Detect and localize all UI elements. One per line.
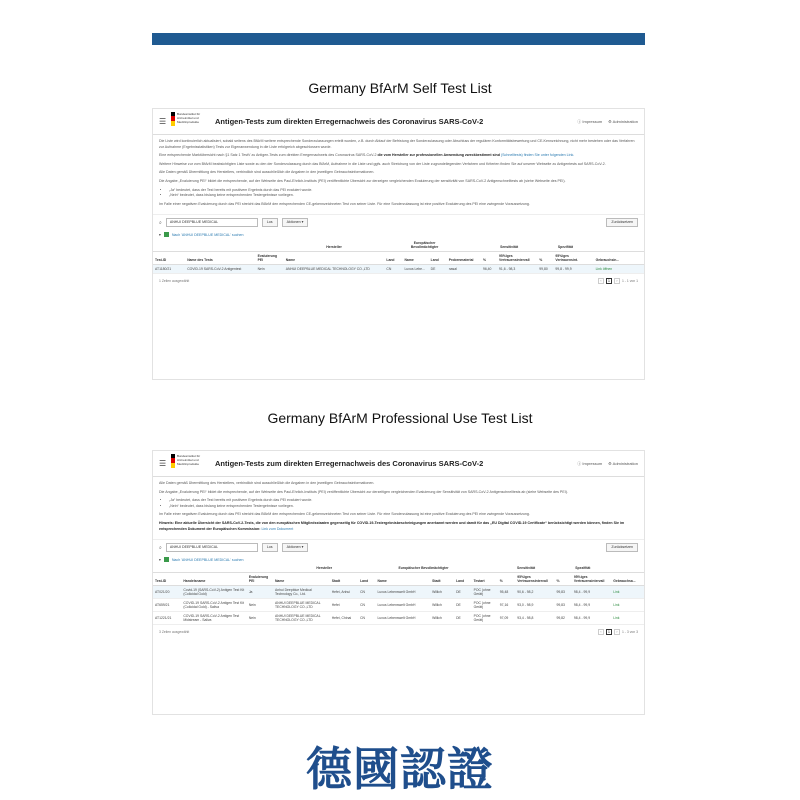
section-title-professional: Germany BfArM Professional Use Test List (267, 410, 533, 426)
logo-text: Bundesinstitut für Arzneimittel und Medizinprodukte (177, 453, 201, 466)
screenshot-self-test-list (152, 108, 645, 380)
table-cell: Hefei, Chinai (330, 612, 358, 625)
table-cell: 90,6 - 98,2 (515, 586, 554, 599)
table-cell: CN (358, 586, 375, 599)
report-toolbar (153, 539, 644, 555)
usage-link[interactable]: Link (611, 599, 644, 612)
group-header: Europäischer Bevollmächtigter (376, 564, 472, 573)
rows-selected: 3 Zeilen ausgewählt (159, 630, 190, 635)
table-cell: Nein (247, 599, 273, 612)
page-button[interactable]: 1 (606, 278, 612, 284)
table-cell: 99,82 (554, 612, 571, 625)
column-header[interactable]: Test-ID (153, 252, 185, 265)
page-title: Antigen-Tests zum direkten Erregernachweis des Coronavirus SARS-CoV-2 (215, 117, 484, 126)
group-header: Europäischer Bevollmächtigter (402, 239, 446, 252)
table-cell: Luxus Lebenswelt GmbH (376, 586, 431, 599)
column-header[interactable]: Name (376, 573, 431, 586)
table-cell: Ja (247, 586, 273, 599)
next-page-button[interactable]: › (614, 278, 620, 284)
filter-text: Nach 'ANHUI DEEPBLUE MEDICAL' suchen (171, 557, 244, 562)
column-header[interactable]: 95%iges Vertrauensintervall (572, 573, 611, 586)
column-header[interactable]: Evaluierung PEI (256, 252, 284, 265)
filter-text: Nach 'ANHUI DEEPBLUE MEDICAL' suchen (171, 232, 244, 237)
menu-icon[interactable]: ☰ (159, 459, 167, 468)
table-cell: CN (358, 599, 375, 612)
table-cell: ANHUI DEEPBLUE MEDICAL TECHNOLOGY CO.,LTD (284, 265, 385, 274)
table-cell: Nein (256, 265, 284, 274)
table-cell: Willich (430, 612, 454, 625)
table-cell: Willich (430, 586, 454, 599)
page-title: Antigen-Tests zum direkten Erregernachweis des Coronavirus SARS-CoV-2 (215, 459, 484, 468)
pager-range: 1 - 3 von 3 (621, 630, 638, 635)
column-header[interactable]: Evaluierung PEI (247, 573, 273, 586)
reset-button[interactable]: Zurücksetzen (606, 543, 638, 552)
table-row[interactable] (153, 612, 644, 625)
column-header[interactable]: Name (402, 252, 428, 265)
app-header (153, 451, 644, 477)
group-header: Sensitivität (481, 239, 537, 252)
table-cell: DE (454, 612, 471, 625)
table-cell: COVID-19 SARS-CoV-2 Antigentest (185, 265, 255, 274)
table-cell: 91,6 - 98,3 (497, 265, 537, 274)
top-accent-bar (152, 33, 645, 45)
rows-selected: 1 Zeilen ausgewählt (159, 279, 190, 284)
column-header[interactable]: Land (454, 573, 471, 586)
column-header[interactable]: Name (284, 252, 385, 265)
screenshot-professional-list (152, 450, 645, 715)
bfarm-logo (171, 112, 211, 132)
table-cell: DE (429, 265, 447, 274)
column-header[interactable]: 95%iges Vertrauensintervall (497, 252, 537, 265)
impressum-link[interactable]: ⓘ Impressum (577, 460, 603, 466)
table-cell: DE (454, 599, 471, 612)
search-icon: ⌕ (159, 544, 162, 551)
table-row[interactable] (153, 265, 644, 274)
table-cell: Hefei, Anhui (330, 586, 358, 599)
column-header[interactable]: Testart (472, 573, 498, 586)
info-paragraph: Die Angabe „Evaluierung PEI“ bildet die entsprechende, auf der Webseite des Paul-Ehrlich-Instituts (PEI) veröffentlichte Übersicht zur derzeitigen vergleichenden Evaluierung der Sensitivität von SARS-CoV-2 Antigenschnelltests ab (siehe Webseite des PEI). (159, 489, 568, 494)
prev-page-button[interactable]: ‹ (598, 629, 604, 635)
next-page-button[interactable]: › (614, 629, 620, 635)
table-cell: CN (384, 265, 402, 274)
group-header: Hersteller (284, 239, 385, 252)
table-cell: AT659/21 (153, 599, 181, 612)
table-cell: POC (ohne Gerät) (472, 586, 498, 599)
chevron-down-icon[interactable]: ▾ (159, 232, 161, 237)
table-cell: 99,83 (554, 599, 571, 612)
search-input[interactable]: ANHUI DEEPBLUE MEDICAL (166, 218, 258, 227)
active-filter[interactable] (153, 230, 644, 239)
column-header[interactable]: Handelsname (181, 573, 246, 586)
page-button[interactable]: 1 (606, 629, 612, 635)
column-header[interactable]: Name (273, 573, 330, 586)
table-cell: 98,4 - 99,9 (572, 599, 611, 612)
info-bullet: • „Ja“ bedeutet, dass der Test bereits mit positivem Ergebnis durch das PEI evaluiert wurde. (169, 188, 638, 194)
pagination (598, 629, 638, 635)
group-header: Sensitivität (498, 564, 555, 573)
table-row[interactable] (153, 586, 644, 599)
info-text (153, 477, 644, 539)
table-cell: AT021/20 (153, 586, 181, 599)
prev-page-button[interactable]: ‹ (598, 278, 604, 284)
admin-link[interactable]: ⚙ Administration (608, 118, 638, 124)
table-cell: 97,09 (498, 612, 515, 625)
table-cell: DE (454, 586, 471, 599)
table-cell: Willich (430, 599, 454, 612)
table-cell: Anhui Deepblue Medical Technology Co., Ltd. (273, 586, 330, 599)
usage-link[interactable]: Link (611, 612, 644, 625)
info-paragraph: Alle Daten gemäß Übermittlung des Herstellers, verbindlich sind ausschließlich die Angaben in den jeweiligen Gebrauchsinformationen. (159, 481, 375, 485)
table-cell: Luxus Lebenswelt GmbH (376, 612, 431, 625)
table-cell: Hefei (330, 599, 358, 612)
app-header (153, 109, 644, 135)
column-header[interactable]: 95%iges Vertrauensintervall (515, 573, 554, 586)
info-text (153, 135, 644, 214)
group-header: Spezifität (554, 564, 611, 573)
results-table (153, 564, 644, 625)
table-cell: COVID-19 SARS-CoV-2 Antigen Test Kit (Colloidal Gold) - Saliva (181, 599, 246, 612)
group-header: Hersteller (273, 564, 376, 573)
table-cell: 93,4 - 98,8 (515, 612, 554, 625)
table-cell: 96,40 (481, 265, 497, 274)
column-header[interactable]: Land (429, 252, 447, 265)
column-header[interactable]: Land (384, 252, 402, 265)
brand-title: 德國認證 (306, 742, 494, 796)
menu-icon[interactable]: ☰ (159, 117, 167, 126)
info-bullet: • „Ja“ bedeutet, dass der Test bereits mit positivem Ergebnis durch das PEI evaluiert wurde. (169, 498, 638, 504)
table-cell: 99,83 (554, 586, 571, 599)
info-paragraph: Im Falle einer negativen Evaluierung durch das PEI streicht das BfArM den entsprechenden CE-gekennzeichneten Test von seiner Liste. Für eine Sonderzulassung ist eine positive Evaluierung des PEI eine zwingende Voraussetzung. (159, 512, 530, 517)
info-paragraph: Die Liste wird kontinuierlich aktualisiert, sobald seitens des BfArM weitere entsprechende Sonderzulassungen erteilt wurden, z.B. durch Ablauf der Befristung der Sonderzulassung oder Abschluss der regulären Konformitätsbewertung und CE-Kennzeichnung, nicht mehr bestehen oder das Verfahren zur Aufnahme (Ergebnisstatistiken) Tests zur Eigenanwendung in die Liste erfolgreich abgeschlossen wurde. (159, 139, 635, 149)
table-cell: Nein (247, 612, 273, 625)
info-paragraph: Eine entsprechende Marktübersicht nach §1 Satz 1 TestV zu Antigen-Tests zum direkten Erregernachweis des Coronavirus SARS-CoV-2 die vom Hersteller zur professionellen Anwendung zweckbestimmt sind (Schnelltests) finden Sie unter folgenden Link. (159, 153, 575, 158)
table-cell: COVID-19 SARS-CoV-2 Antigen Test Midstream - Saliva (181, 612, 246, 625)
go-button[interactable]: Los (262, 218, 278, 227)
column-header[interactable]: % (498, 573, 515, 586)
table-cell: ANHUI DEEPBLUE MEDICAL TECHNOLOGY CO.,LTD (273, 599, 330, 612)
table-cell: POC (ohne Gerät) (472, 599, 498, 612)
table-cell: CN (358, 612, 375, 625)
column-header[interactable]: Stadt (330, 573, 358, 586)
actions-button[interactable]: Aktionen ▾ (282, 218, 309, 227)
report-toolbar (153, 214, 644, 230)
bfarm-logo (171, 454, 211, 474)
active-filter[interactable] (153, 555, 644, 564)
table-cell: AT1221/21 (153, 612, 181, 625)
column-header[interactable]: Test-ID (153, 573, 181, 586)
column-header[interactable]: % (481, 252, 497, 265)
filter-checkbox[interactable] (164, 557, 169, 562)
column-header[interactable]: 95%iges Vertrauensint. (553, 252, 593, 265)
table-cell: nasal (447, 265, 481, 274)
table-row[interactable] (153, 599, 644, 612)
column-header[interactable]: % (554, 573, 571, 586)
info-paragraph: Im Falle einer negativen Evaluierung durch das PEI streicht das BfArM den entsprechenden CE-gekennzeichneten Test von seiner Liste. Für eine Sonderzulassung ist eine positive Evaluierung des PEI eine zwingende Voraussetzung. (159, 201, 530, 206)
section-title-self-test: Germany BfArM Self Test List (308, 80, 492, 96)
info-note: Hinweis: Eine aktuelle Übersicht der SARS-CoV-2-Tests, die von den europäischen Mitgliedsstaaten gegenseitig für COVID-19-Testergebnisbescheinigungen anerkannt werden und damit für das „EU Digital COVID-19 Certificate“ berücksichtigt werden können, finden Sie im entsprechenden Dokument der Europäischen Kommission: Link zum Dokument (159, 520, 625, 531)
pagination (598, 278, 638, 284)
results-table (153, 239, 644, 274)
column-header[interactable]: Name des Tests (185, 252, 255, 265)
usage-link[interactable]: Link (611, 586, 644, 599)
usage-link[interactable]: Link öffnen (594, 265, 644, 274)
table-cell: 95,48 (498, 586, 515, 599)
search-icon: ⌕ (159, 219, 162, 226)
column-header[interactable]: Land (358, 573, 375, 586)
go-button[interactable]: Los (262, 543, 278, 552)
table-cell: POC (ohne Gerät) (472, 612, 498, 625)
group-header: Spezifität (537, 239, 593, 252)
chevron-down-icon[interactable]: ▾ (159, 557, 161, 562)
info-bullet: • „Nein“ bedeutet, dass bislang keine entsprechenden Testergebnisse vorliegen. (169, 193, 638, 199)
reset-button[interactable]: Zurücksetzen (606, 218, 638, 227)
table-cell: AT1180/21 (153, 265, 185, 274)
pager-range: 1 - 1 von 1 (621, 279, 638, 284)
document-link[interactable]: Link zum Dokument (261, 526, 294, 531)
table-cell: Luxus Lebenswelt GmbH (376, 599, 431, 612)
column-header[interactable]: Gebrauchsin... (594, 252, 644, 265)
info-paragraph: Die Angabe „Evaluierung PEI“ bildet die entsprechende, auf der Webseite des Paul-Ehrlich-Instituts (PEI) veröffentlichte Übersicht zur derzeigen vergleichenden Evaluierung der sensitivität von SARS-CoV-2 Antigenschnelltests ab (siehe Webseite des PEI). (159, 178, 566, 183)
table-cell: 98,4 - 99,9 (572, 612, 611, 625)
column-header[interactable]: Stadt (430, 573, 454, 586)
table-cell: 93,0 - 98,9 (515, 599, 554, 612)
column-header[interactable]: % (537, 252, 553, 265)
admin-link[interactable]: ⚙ Administration (608, 460, 638, 466)
filter-checkbox[interactable] (164, 232, 169, 237)
logo-text: Bundesinstitut für Arzneimittel und Medizinprodukte (177, 111, 201, 124)
column-header[interactable]: Gebrauchsa... (611, 573, 644, 586)
table-cell: Covid-19 (SARS-CoV-2) Antigen Test Kit (Colloidal Gold) (181, 586, 246, 599)
column-header[interactable]: Probenmaterial (447, 252, 481, 265)
table-cell: 99,8 - 99,9 (553, 265, 593, 274)
info-paragraph: Alle Daten gemäß Übermittlung des Herstellers, verbindlich sind ausschließlich die Angaben in den jeweiligen Gebrauchsinformationen. (159, 170, 375, 175)
search-input[interactable]: ANHUI DEEPBLUE MEDICAL (166, 543, 258, 552)
table-cell: ANHUI DEEPBLUE MEDICAL TECHNOLOGY CO.,LTD (273, 612, 330, 625)
info-bullet: • „Nein“ bedeutet, dass bislang keine entsprechenden Testergebnisse vorliegen. (169, 504, 638, 510)
table-cell: 98,4 - 99,9 (572, 586, 611, 599)
table-cell: Luxus Lebe... (402, 265, 428, 274)
table-cell: 99,80 (537, 265, 553, 274)
actions-button[interactable]: Aktionen ▾ (282, 543, 309, 552)
table-cell: 97,16 (498, 599, 515, 612)
info-paragraph: Weitere Hinweise zur vom BfArM beabsichtigten Liste sowie zu den der Sonderzulassung durch das BfArM, Aufnahme in die Liste und ggfs. auch Streichung von der Liste zugrundeliegenden Verfahren und Kriterien finden Sie auf unserer Webseite zu Antigentests auf SARS-CoV-2. (159, 161, 606, 166)
impressum-link[interactable]: ⓘ Impressum (577, 118, 603, 124)
